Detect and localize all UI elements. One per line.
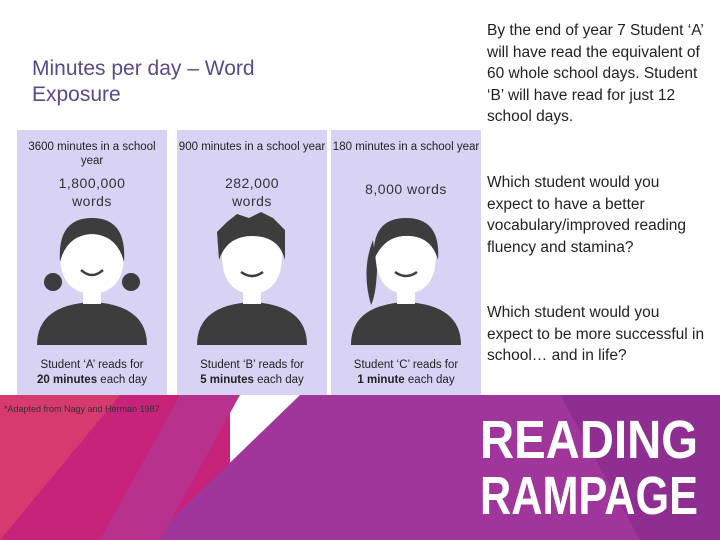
reads-suffix: each day xyxy=(100,374,147,386)
paragraph-3: Which student would you expect to be more successful in school… and in life? xyxy=(487,304,705,364)
minutes-label: minutes in a school year xyxy=(355,141,480,153)
word-count: 8,000 words xyxy=(365,181,447,197)
reading-time xyxy=(331,358,481,388)
student-a-icon xyxy=(17,210,167,350)
reads-prefix: Student ‘B’ reads for xyxy=(200,359,304,371)
source-credit: *Adapted from Nagy and Herman 1987 xyxy=(4,404,160,414)
minutes-per-year xyxy=(177,140,327,154)
minutes-number: 3600 xyxy=(28,141,54,153)
reads-prefix: Student ‘C’ reads for xyxy=(353,359,459,371)
page-title: Minutes per day – Word Exposure xyxy=(32,57,255,106)
paragraph-1: By the end of year 7 Student ‘A’ will have read the equivalent of 60 whole school days. Student ‘B’ will have read for just 12 school days. xyxy=(487,22,704,125)
reads-minutes: 1 minute xyxy=(357,374,405,386)
minutes-per-year xyxy=(17,140,167,168)
minutes-number: 180 xyxy=(332,141,352,153)
minutes-label: minutes in a school year xyxy=(57,141,156,167)
minutes-number: 900 xyxy=(178,141,198,153)
word-count: 1,800,000 words xyxy=(58,175,126,209)
student-b-card xyxy=(177,130,327,395)
logo-line-1: READING xyxy=(480,410,698,470)
minutes-label: minutes in a school year xyxy=(201,141,326,153)
reads-minutes: 20 minutes xyxy=(37,374,98,386)
logo-line-2: RAMPAGE xyxy=(480,466,698,520)
reading-time xyxy=(17,358,167,388)
reads-suffix: each day xyxy=(407,374,455,386)
paragraph-2: Which student would you expect to have a better vocabulary/improved reading fluency and stamina? xyxy=(487,174,687,256)
minutes-per-year xyxy=(331,140,481,154)
reads-suffix: each day xyxy=(257,374,304,386)
student-c-icon xyxy=(331,210,481,350)
reading-rampage-logo xyxy=(480,400,705,520)
reads-prefix: Student ‘A’ reads for xyxy=(40,359,144,371)
student-c-card xyxy=(331,130,481,395)
reading-time xyxy=(177,358,327,388)
student-b-icon xyxy=(177,210,327,350)
student-a-card xyxy=(17,130,167,395)
word-count: 282,000 words xyxy=(224,175,280,209)
reads-minutes: 5 minutes xyxy=(200,374,254,386)
